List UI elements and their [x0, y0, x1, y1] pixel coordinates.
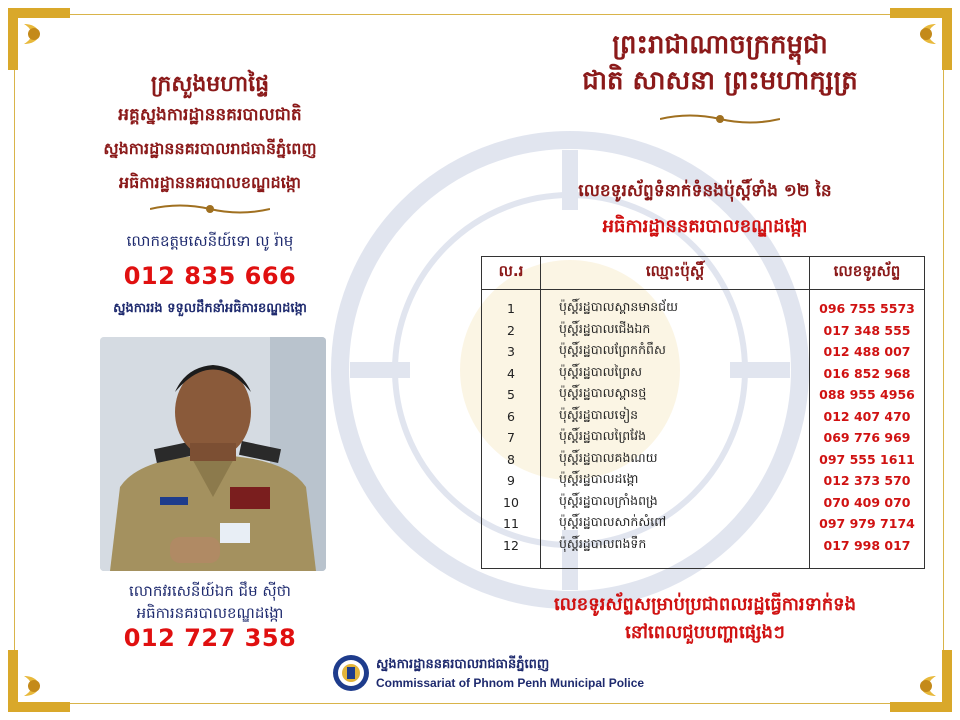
post-name: ប៉ុស្តិ៍រដ្ឋបាលព្រៃស: [541, 363, 810, 385]
footer-logo-khmer: ស្នងការដ្ឋាននគរបាលរាជធានីភ្នំពេញ: [376, 657, 550, 672]
footer-note-line1: លេខទូរស័ព្ទសម្រាប់ប្រជាពលរដ្ឋធ្វើការទាក់ទង: [553, 594, 857, 615]
district-inspectorate-name: អធិការដ្ឋាននគរបាលខណ្ឌដង្កោ: [118, 173, 302, 192]
column-header-number: ល.រ: [482, 257, 541, 290]
phnom-penh-commissariat-name: ស្នងការដ្ឋាននគរបាលរាជធានីភ្នំពេញ: [103, 139, 317, 158]
post-name: ប៉ុស្តិ៍រដ្ឋបាលដង្កោ: [541, 470, 810, 492]
table-row: [482, 449, 925, 471]
post-phone: 012 373 570: [810, 470, 925, 492]
table-row: [482, 406, 925, 428]
table-row: [482, 363, 925, 385]
post-phone: 016 852 968: [810, 363, 925, 385]
table-row: [482, 470, 925, 492]
table-row: [482, 384, 925, 406]
inspector-role: អធិការនគរបាលខណ្ឌដង្កោ: [136, 604, 284, 622]
footer-note-line2: នៅពេលជួបបញ្ហាផ្សេងៗ: [625, 622, 785, 643]
post-name: ប៉ុស្តិ៍រដ្ឋបាលសាក់សំពៅ: [541, 513, 810, 535]
general-commissariat-name: អគ្គស្នងការដ្ឋាននគរបាលជាតិ: [118, 105, 302, 125]
table-row: [482, 427, 925, 449]
table-subtitle: អធិការដ្ឋាននគរបាលខណ្ឌដង្កោ: [602, 216, 808, 237]
table-row: [482, 513, 925, 535]
post-phone: 069 776 969: [810, 427, 925, 449]
deputy-commissioner-phone: 012 835 666: [123, 262, 297, 290]
column-header-phone: លេខទូរស័ព្ទ: [810, 257, 925, 290]
police-logo-icon: [332, 654, 370, 692]
post-phone: 096 755 5573: [810, 290, 925, 320]
officer-portrait-image: [100, 337, 326, 571]
kingdom-title: ព្រះរាជាណាចក្រកម្ពុជា: [612, 30, 828, 60]
row-number: 1: [482, 290, 541, 320]
row-number: 11: [482, 513, 541, 535]
table-row: [482, 290, 925, 320]
post-name: ប៉ុស្តិ៍រដ្ឋបាលព្រែកកំពឹស: [541, 341, 810, 363]
post-name: ប៉ុស្តិ៍រដ្ឋបាលស្ពានថ្ម: [541, 384, 810, 406]
corner-ornament-bottom-left: [4, 646, 74, 716]
row-number: 12: [482, 535, 541, 569]
post-phone: 012 488 007: [810, 341, 925, 363]
table-row: [482, 535, 925, 569]
post-name: ប៉ុស្តិ៍រដ្ឋបាលព្រៃវែង: [541, 427, 810, 449]
post-name: ប៉ុស្តិ៍រដ្ឋបាលស្ពានមានជ័យ: [541, 290, 810, 320]
table-header-row: [482, 257, 925, 290]
row-number: 10: [482, 492, 541, 514]
table-row: [482, 320, 925, 342]
row-number: 6: [482, 406, 541, 428]
table-row: [482, 492, 925, 514]
post-phone: 012 407 470: [810, 406, 925, 428]
row-number: 5: [482, 384, 541, 406]
deputy-commissioner-role: ស្នងការរង ទទួលដឹកនាំអធិការខណ្ឌដង្កោ: [113, 301, 307, 316]
police-posts-table: [481, 256, 925, 569]
post-phone: 017 998 017: [810, 535, 925, 569]
post-phone: 088 955 4956: [810, 384, 925, 406]
row-number: 8: [482, 449, 541, 471]
row-number: 4: [482, 363, 541, 385]
corner-ornament-top-left: [4, 4, 74, 74]
ornament-divider: [660, 112, 780, 126]
inspector-photo: [100, 337, 326, 571]
post-name: ប៉ុស្តិ៍រដ្ឋបាលពងទឹក: [541, 535, 810, 569]
inspector-name: លោកវរសេនីយ៍ឯក ជឹម ស៊ីថា: [129, 582, 291, 600]
post-phone: 070 409 070: [810, 492, 925, 514]
row-number: 9: [482, 470, 541, 492]
deputy-commissioner-name: លោកឧត្តមសេនីយ៍ទោ លូ រ៉ាមុ: [126, 232, 294, 250]
inspector-phone: 012 727 358: [123, 624, 297, 652]
row-number: 7: [482, 427, 541, 449]
post-phone: 017 348 555: [810, 320, 925, 342]
footer-logo-english: Commissariat of Phnom Penh Municipal Police: [376, 676, 645, 690]
post-name: ប៉ុស្តិ៍រដ្ឋបាលក្រាំងពង្រ: [541, 492, 810, 514]
post-name: ប៉ុស្តិ៍រដ្ឋបាលជើងឯក: [541, 320, 810, 342]
table-title: លេខទូរស័ព្ទទំនាក់ទំនងប៉ុស្តិ៍ទាំង ១២ នៃ: [578, 181, 832, 201]
national-motto: ជាតិ សាសនា ព្រះមហាក្សត្រ: [582, 66, 858, 96]
ministry-name: ក្រសួងមហាផ្ទៃ: [150, 72, 270, 97]
post-name: ប៉ុស្តិ៍រដ្ឋបាលគងណយ: [541, 449, 810, 471]
post-phone: 097 555 1611: [810, 449, 925, 471]
corner-ornament-bottom-right: [886, 646, 956, 716]
row-number: 2: [482, 320, 541, 342]
ornament-divider-left: [150, 202, 270, 216]
row-number: 3: [482, 341, 541, 363]
column-header-post-name: ឈ្មោះប៉ុស្តិ៍: [541, 257, 810, 290]
table-row: [482, 341, 925, 363]
post-phone: 097 979 7174: [810, 513, 925, 535]
post-name: ប៉ុស្តិ៍រដ្ឋបាលទៀន: [541, 406, 810, 428]
